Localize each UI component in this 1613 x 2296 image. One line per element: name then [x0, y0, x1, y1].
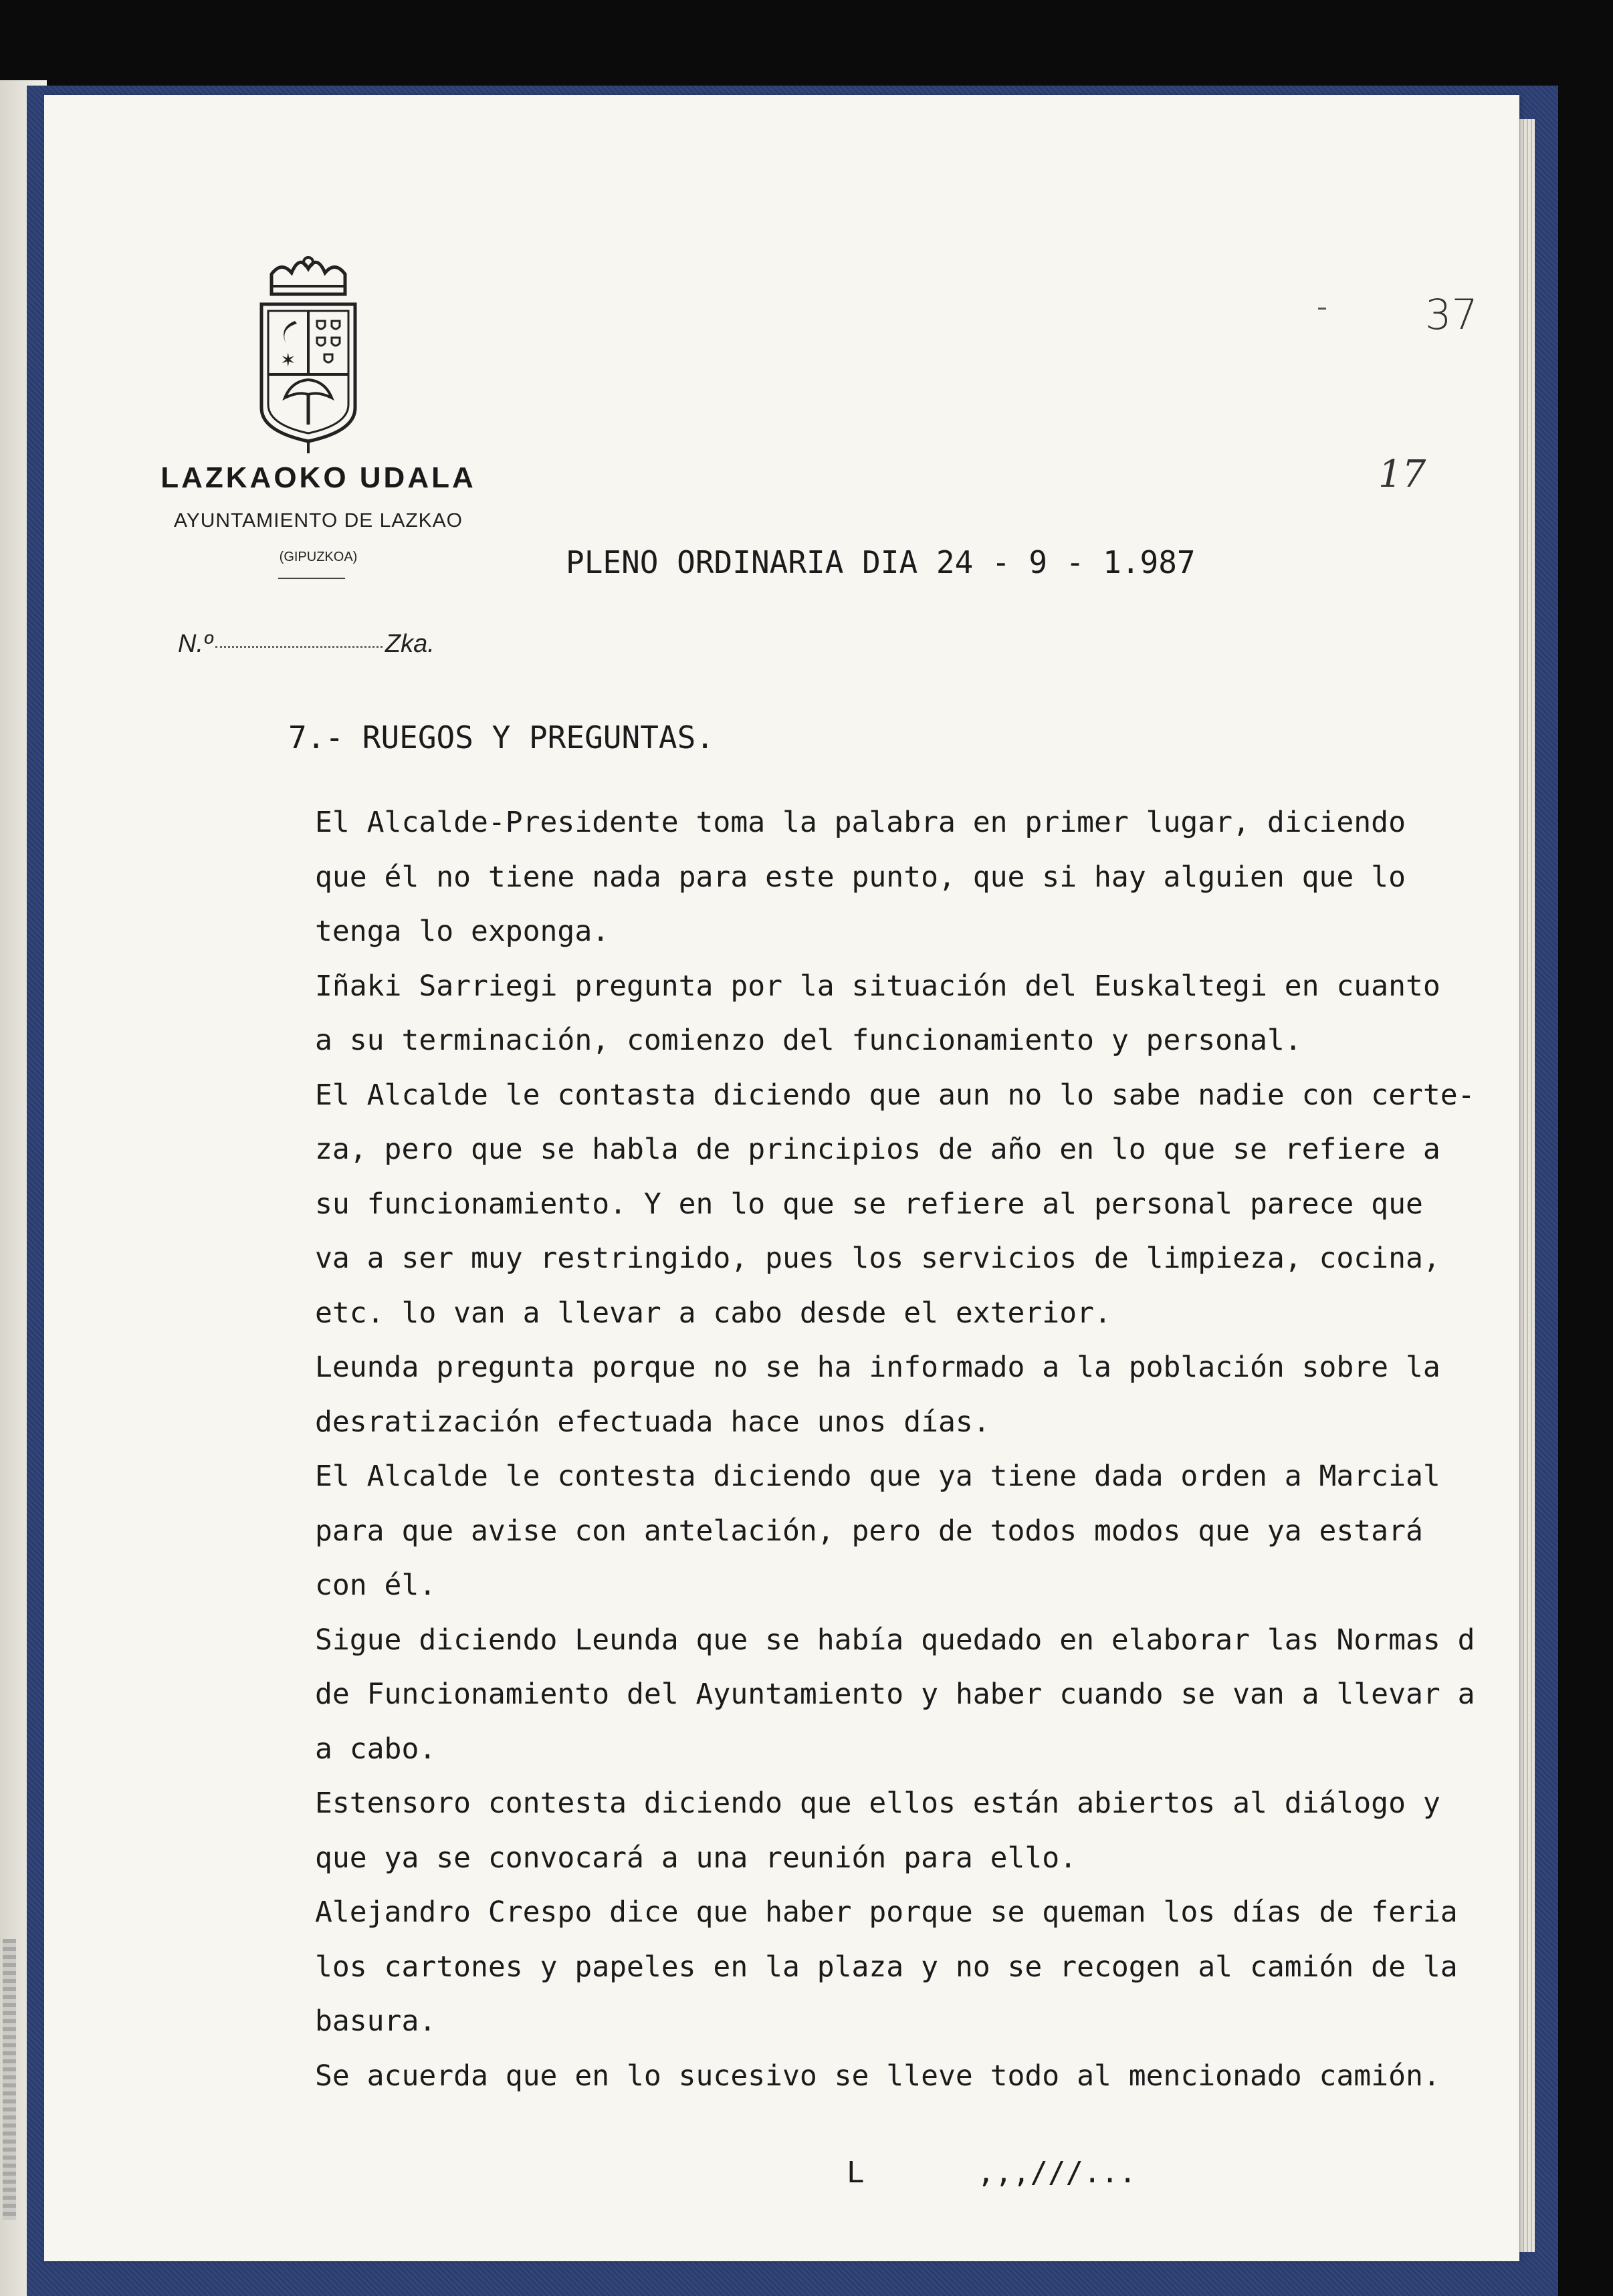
text-line: etc. lo van a llevar a cabo desde el exterior.: [315, 1296, 1111, 1330]
folio-dash: [1318, 308, 1326, 310]
footer-initial: L: [847, 2156, 865, 2190]
text-line: de Funcionamiento del Ayuntamiento y haber cuando se van a llevar a: [315, 1678, 1475, 1711]
minutes-body: [315, 796, 1539, 2103]
text-line: a su terminación, comienzo del funcionamiento y personal.: [315, 1024, 1302, 1057]
text-line: za, pero que se habla de principios de año en lo que se refiere a: [315, 1133, 1440, 1166]
continuation-mark: ,,,///...: [977, 2156, 1137, 2190]
text-line: con él.: [315, 1569, 437, 1602]
text-line: va a ser muy restringido, pues los servicios de limpieza, cocina,: [315, 1242, 1440, 1275]
org-province: (GIPUZKOA): [279, 550, 358, 564]
text-line: para que avise con antelación, pero de todos modos que ya estará: [315, 1514, 1423, 1548]
session-header: PLENO ORDINARIA DIA 24 - 9 - 1.987: [566, 544, 1196, 580]
folio-number: 37: [1425, 290, 1478, 339]
text-line: Se acuerda que en lo sucesivo se lleve todo al mencionado camión.: [315, 2059, 1440, 2093]
text-line: los cartones y papeles en la plaza y no se recogen al camión de la: [315, 1950, 1458, 1984]
document-page: [44, 95, 1519, 2261]
text-line: Alejandro Crespo dice que haber porque se queman los días de feria: [315, 1896, 1458, 1929]
number-prefix: N.º: [178, 630, 213, 658]
text-line: desratización efectuada hace unos días.: [315, 1405, 990, 1439]
text-line: El Alcalde-Presidente toma la palabra en primer lugar, diciendo: [315, 806, 1406, 839]
text-line: El Alcalde le contesta diciendo que ya tiene dada orden a Marcial: [315, 1460, 1440, 1493]
org-name: LAZKAOKO UDALA: [160, 461, 476, 494]
text-line: Leunda pregunta porque no se ha informado a la población sobre la: [315, 1351, 1440, 1384]
number-suffix: Zka.: [385, 630, 435, 658]
text-line: su funcionamiento. Y en lo que se refiere al personal parece que: [315, 1187, 1423, 1221]
svg-text:✶: ✶: [280, 349, 296, 371]
text-line: El Alcalde le contasta diciendo que aun no lo sabe nadie con certe-: [315, 1078, 1475, 1112]
text-line: que él no tiene nada para este punto, que si hay alguien que lo: [315, 860, 1406, 894]
text-line: a cabo.: [315, 1732, 437, 1766]
reference-number-line: [178, 630, 435, 659]
number-blank: [215, 646, 383, 648]
section-title: 7.- RUEGOS Y PREGUNTAS.: [288, 719, 714, 756]
text-line: basura.: [315, 2004, 437, 2038]
text-line: que ya se convocará a una reunión para ello.: [315, 1841, 1077, 1875]
municipal-crest-icon: [258, 254, 358, 455]
letterhead-rule: [278, 578, 345, 579]
color-calibration-strip: [3, 1939, 16, 2220]
text-line: Estensoro contesta diciendo que ellos están abiertos al diálogo y: [315, 1787, 1440, 1820]
text-line: Sigue diciendo Leunda que se había quedado en elaborar las Normas d: [315, 1623, 1475, 1657]
org-subtitle: AYUNTAMIENTO DE LAZKAO: [173, 509, 463, 532]
text-line: Iñaki Sarriegi pregunta por la situación del Euskaltegi en cuanto: [315, 969, 1440, 1003]
handwritten-mark: 17: [1378, 453, 1426, 496]
text-line: tenga lo exponga.: [315, 915, 610, 948]
